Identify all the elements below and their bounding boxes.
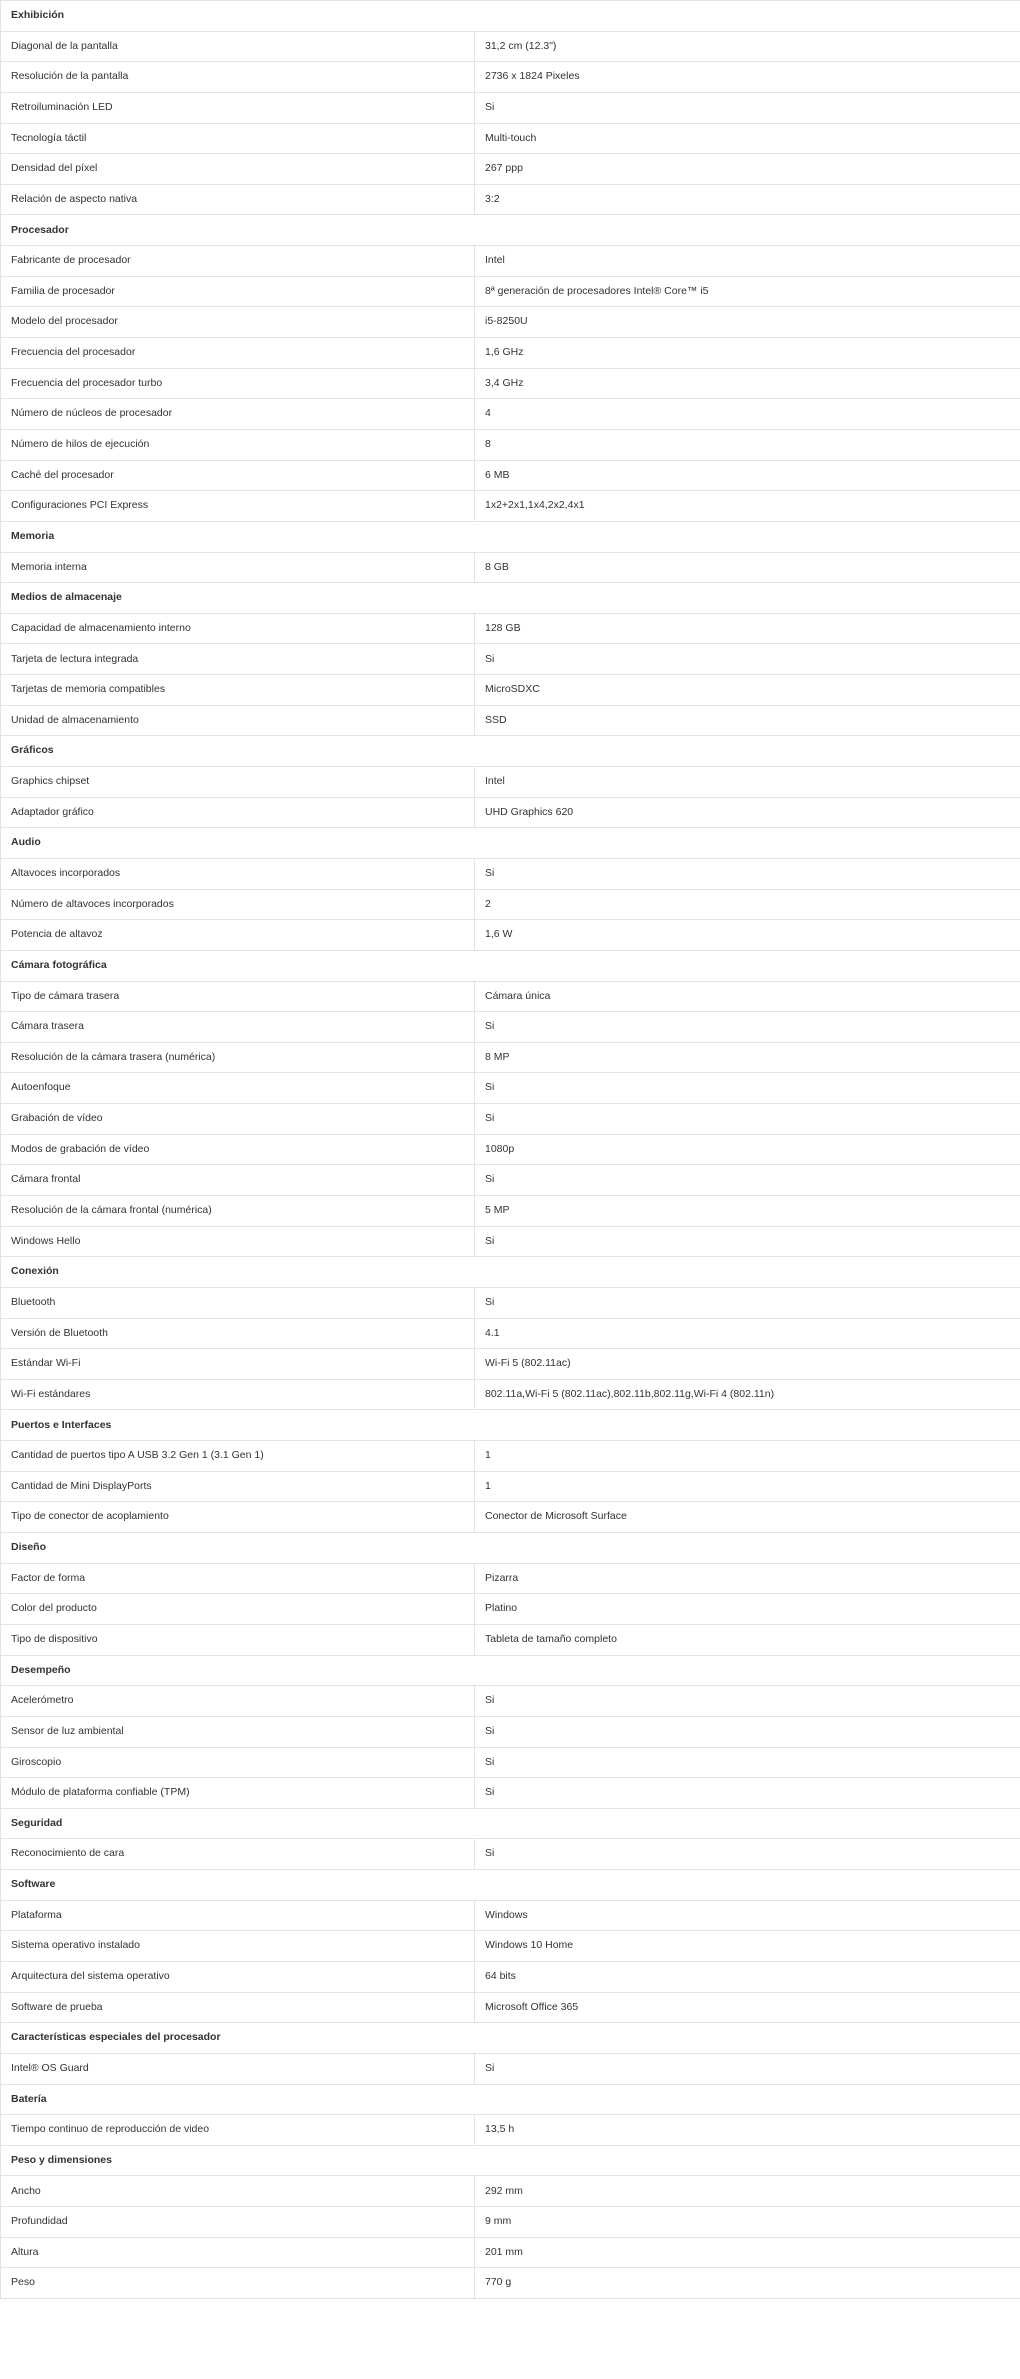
spec-row bbox=[1, 981, 1020, 1012]
spec-value: 267 ppp bbox=[475, 154, 1020, 185]
spec-label: Profundidad bbox=[1, 2207, 475, 2238]
spec-label: Software de prueba bbox=[1, 1992, 475, 2023]
spec-row bbox=[1, 1042, 1020, 1073]
spec-value: Intel bbox=[475, 246, 1020, 277]
spec-value: MicroSDXC bbox=[475, 675, 1020, 706]
spec-value: 4.1 bbox=[475, 1318, 1020, 1349]
spec-value: 4 bbox=[475, 399, 1020, 430]
spec-value: 8 GB bbox=[475, 552, 1020, 583]
spec-row bbox=[1, 1073, 1020, 1104]
spec-value: Multi-touch bbox=[475, 123, 1020, 154]
spec-row bbox=[1, 613, 1020, 644]
spec-value: 1 bbox=[475, 1471, 1020, 1502]
spec-label: Adaptador gráfico bbox=[1, 797, 475, 828]
spec-value: Si bbox=[475, 1287, 1020, 1318]
spec-label: Frecuencia del procesador bbox=[1, 338, 475, 369]
spec-row bbox=[1, 429, 1020, 460]
spec-label: Potencia de altavoz bbox=[1, 920, 475, 951]
section-header bbox=[1, 1655, 1020, 1686]
spec-row bbox=[1, 1318, 1020, 1349]
section-header bbox=[1, 2023, 1020, 2054]
spec-row bbox=[1, 889, 1020, 920]
section-title: Medios de almacenaje bbox=[1, 583, 1020, 614]
spec-label: Wi-Fi estándares bbox=[1, 1379, 475, 1410]
spec-value: 292 mm bbox=[475, 2176, 1020, 2207]
spec-row bbox=[1, 460, 1020, 491]
spec-row bbox=[1, 1379, 1020, 1410]
section-header bbox=[1, 1533, 1020, 1564]
spec-label: Relación de aspecto nativa bbox=[1, 184, 475, 215]
spec-row bbox=[1, 92, 1020, 123]
spec-label: Fabricante de procesador bbox=[1, 246, 475, 277]
spec-value: Si bbox=[475, 1104, 1020, 1135]
section-header bbox=[1, 1870, 1020, 1901]
spec-value: Tableta de tamaño completo bbox=[475, 1624, 1020, 1655]
section-header bbox=[1, 828, 1020, 859]
spec-row bbox=[1, 1349, 1020, 1380]
spec-value: Pizarra bbox=[475, 1563, 1020, 1594]
spec-value: Si bbox=[475, 1686, 1020, 1717]
spec-row bbox=[1, 1012, 1020, 1043]
spec-value: Windows 10 Home bbox=[475, 1931, 1020, 1962]
spec-label: Densidad del píxel bbox=[1, 154, 475, 185]
section-title: Peso y dimensiones bbox=[1, 2145, 1020, 2176]
spec-row bbox=[1, 705, 1020, 736]
spec-label: Altavoces incorporados bbox=[1, 858, 475, 889]
spec-value: Si bbox=[475, 2053, 1020, 2084]
spec-row bbox=[1, 1195, 1020, 1226]
spec-label: Configuraciones PCI Express bbox=[1, 491, 475, 522]
spec-value: Si bbox=[475, 1226, 1020, 1257]
spec-row bbox=[1, 123, 1020, 154]
spec-row bbox=[1, 1502, 1020, 1533]
spec-value: SSD bbox=[475, 705, 1020, 736]
spec-value: Si bbox=[475, 1716, 1020, 1747]
spec-value: Si bbox=[475, 1073, 1020, 1104]
spec-label: Número de hilos de ejecución bbox=[1, 429, 475, 460]
spec-value: 1,6 W bbox=[475, 920, 1020, 951]
spec-label: Unidad de almacenamiento bbox=[1, 705, 475, 736]
spec-row bbox=[1, 1226, 1020, 1257]
section-header bbox=[1, 736, 1020, 767]
spec-row bbox=[1, 307, 1020, 338]
spec-label: Número de altavoces incorporados bbox=[1, 889, 475, 920]
spec-label: Versión de Bluetooth bbox=[1, 1318, 475, 1349]
spec-label: Giroscopio bbox=[1, 1747, 475, 1778]
spec-label: Ancho bbox=[1, 2176, 475, 2207]
spec-row bbox=[1, 1563, 1020, 1594]
spec-label: Módulo de plataforma confiable (TPM) bbox=[1, 1778, 475, 1809]
spec-row bbox=[1, 491, 1020, 522]
spec-label: Tarjeta de lectura integrada bbox=[1, 644, 475, 675]
section-header bbox=[1, 1257, 1020, 1288]
spec-label: Plataforma bbox=[1, 1900, 475, 1931]
spec-value: 8 bbox=[475, 429, 1020, 460]
spec-value: Si bbox=[475, 1778, 1020, 1809]
spec-label: Resolución de la pantalla bbox=[1, 62, 475, 93]
spec-row bbox=[1, 1104, 1020, 1135]
spec-label: Memoria interna bbox=[1, 552, 475, 583]
spec-value: Microsoft Office 365 bbox=[475, 1992, 1020, 2023]
spec-label: Número de núcleos de procesador bbox=[1, 399, 475, 430]
spec-label: Modos de grabación de vídeo bbox=[1, 1134, 475, 1165]
spec-value: 802.11a,Wi-Fi 5 (802.11ac),802.11b,802.11g,Wi-Fi 4 (802.11n) bbox=[475, 1379, 1020, 1410]
section-header bbox=[1, 1, 1020, 32]
spec-row bbox=[1, 1594, 1020, 1625]
spec-label: Sistema operativo instalado bbox=[1, 1931, 475, 1962]
spec-row bbox=[1, 920, 1020, 951]
spec-value: 1,6 GHz bbox=[475, 338, 1020, 369]
spec-value: Si bbox=[475, 1747, 1020, 1778]
section-title: Puertos e Interfaces bbox=[1, 1410, 1020, 1441]
spec-value: Si bbox=[475, 1012, 1020, 1043]
spec-row bbox=[1, 1992, 1020, 2023]
spec-row bbox=[1, 858, 1020, 889]
spec-label: Estándar Wi-Fi bbox=[1, 1349, 475, 1380]
spec-label: Cámara frontal bbox=[1, 1165, 475, 1196]
section-title: Conexión bbox=[1, 1257, 1020, 1288]
spec-label: Reconocimiento de cara bbox=[1, 1839, 475, 1870]
spec-row bbox=[1, 1716, 1020, 1747]
spec-label: Peso bbox=[1, 2268, 475, 2299]
spec-row bbox=[1, 1931, 1020, 1962]
spec-value: Intel bbox=[475, 767, 1020, 798]
spec-label: Tiempo continuo de reproducción de video bbox=[1, 2115, 475, 2146]
spec-label: Cantidad de Mini DisplayPorts bbox=[1, 1471, 475, 1502]
spec-row bbox=[1, 767, 1020, 798]
spec-row bbox=[1, 184, 1020, 215]
spec-row bbox=[1, 1287, 1020, 1318]
spec-row bbox=[1, 1778, 1020, 1809]
spec-row bbox=[1, 2237, 1020, 2268]
spec-label: Familia de procesador bbox=[1, 276, 475, 307]
spec-row bbox=[1, 1686, 1020, 1717]
spec-value: 8 MP bbox=[475, 1042, 1020, 1073]
spec-value: 1080p bbox=[475, 1134, 1020, 1165]
spec-label: Intel® OS Guard bbox=[1, 2053, 475, 2084]
spec-label: Caché del procesador bbox=[1, 460, 475, 491]
spec-row bbox=[1, 276, 1020, 307]
section-title: Desempeño bbox=[1, 1655, 1020, 1686]
spec-label: Cámara trasera bbox=[1, 1012, 475, 1043]
spec-value: Si bbox=[475, 1839, 1020, 1870]
spec-row bbox=[1, 1624, 1020, 1655]
spec-value: 9 mm bbox=[475, 2207, 1020, 2238]
spec-value: 8ª generación de procesadores Intel® Core™ i5 bbox=[475, 276, 1020, 307]
section-header bbox=[1, 2145, 1020, 2176]
spec-value: 13,5 h bbox=[475, 2115, 1020, 2146]
spec-label: Tipo de cámara trasera bbox=[1, 981, 475, 1012]
spec-label: Color del producto bbox=[1, 1594, 475, 1625]
section-title: Diseño bbox=[1, 1533, 1020, 1564]
section-header bbox=[1, 521, 1020, 552]
spec-value: Windows bbox=[475, 1900, 1020, 1931]
spec-value: 128 GB bbox=[475, 613, 1020, 644]
spec-label: Tipo de conector de acoplamiento bbox=[1, 1502, 475, 1533]
spec-label: Tecnología táctil bbox=[1, 123, 475, 154]
spec-value: Si bbox=[475, 92, 1020, 123]
spec-row bbox=[1, 1441, 1020, 1472]
spec-value: 64 bits bbox=[475, 1962, 1020, 1993]
spec-value: Si bbox=[475, 858, 1020, 889]
spec-label: Tipo de dispositivo bbox=[1, 1624, 475, 1655]
spec-value: 1x2+2x1,1x4,2x2,4x1 bbox=[475, 491, 1020, 522]
spec-value: Wi-Fi 5 (802.11ac) bbox=[475, 1349, 1020, 1380]
spec-row bbox=[1, 2176, 1020, 2207]
spec-value: 770 g bbox=[475, 2268, 1020, 2299]
spec-label: Diagonal de la pantalla bbox=[1, 31, 475, 62]
section-title: Características especiales del procesador bbox=[1, 2023, 1020, 2054]
section-title: Cámara fotográfica bbox=[1, 950, 1020, 981]
spec-label: Arquitectura del sistema operativo bbox=[1, 1962, 475, 1993]
spec-label: Sensor de luz ambiental bbox=[1, 1716, 475, 1747]
section-title: Software bbox=[1, 1870, 1020, 1901]
spec-row bbox=[1, 2115, 1020, 2146]
spec-value: Conector de Microsoft Surface bbox=[475, 1502, 1020, 1533]
spec-label: Altura bbox=[1, 2237, 475, 2268]
spec-value: Platino bbox=[475, 1594, 1020, 1625]
spec-row bbox=[1, 1747, 1020, 1778]
section-header bbox=[1, 215, 1020, 246]
section-header bbox=[1, 1808, 1020, 1839]
spec-label: Grabación de vídeo bbox=[1, 1104, 475, 1135]
section-title: Exhibición bbox=[1, 1, 1020, 32]
spec-row bbox=[1, 675, 1020, 706]
spec-row bbox=[1, 62, 1020, 93]
spec-row bbox=[1, 1839, 1020, 1870]
spec-row bbox=[1, 368, 1020, 399]
spec-row bbox=[1, 797, 1020, 828]
spec-value: 2736 x 1824 Pixeles bbox=[475, 62, 1020, 93]
spec-label: Capacidad de almacenamiento interno bbox=[1, 613, 475, 644]
spec-value: 6 MB bbox=[475, 460, 1020, 491]
spec-value: 1 bbox=[475, 1441, 1020, 1472]
spec-row bbox=[1, 31, 1020, 62]
spec-row bbox=[1, 1134, 1020, 1165]
section-title: Gráficos bbox=[1, 736, 1020, 767]
spec-label: Cantidad de puertos tipo A USB 3.2 Gen 1 (3.1 Gen 1) bbox=[1, 1441, 475, 1472]
spec-label: Retroiluminación LED bbox=[1, 92, 475, 123]
spec-value: 201 mm bbox=[475, 2237, 1020, 2268]
section-title: Memoria bbox=[1, 521, 1020, 552]
spec-value: 3,4 GHz bbox=[475, 368, 1020, 399]
spec-label: Graphics chipset bbox=[1, 767, 475, 798]
spec-row bbox=[1, 2207, 1020, 2238]
spec-label: Tarjetas de memoria compatibles bbox=[1, 675, 475, 706]
section-title: Audio bbox=[1, 828, 1020, 859]
spec-label: Bluetooth bbox=[1, 1287, 475, 1318]
spec-value: 31,2 cm (12.3") bbox=[475, 31, 1020, 62]
spec-row bbox=[1, 154, 1020, 185]
spec-label: Autoenfoque bbox=[1, 1073, 475, 1104]
section-header bbox=[1, 583, 1020, 614]
spec-row bbox=[1, 1900, 1020, 1931]
spec-row bbox=[1, 1962, 1020, 1993]
spec-value: 3:2 bbox=[475, 184, 1020, 215]
spec-value: UHD Graphics 620 bbox=[475, 797, 1020, 828]
spec-row bbox=[1, 246, 1020, 277]
spec-value: 5 MP bbox=[475, 1195, 1020, 1226]
spec-row bbox=[1, 2053, 1020, 2084]
spec-label: Resolución de la cámara frontal (numérica) bbox=[1, 1195, 475, 1226]
spec-value: Cámara única bbox=[475, 981, 1020, 1012]
specifications-body bbox=[1, 1, 1020, 2299]
spec-value: 2 bbox=[475, 889, 1020, 920]
spec-label: Frecuencia del procesador turbo bbox=[1, 368, 475, 399]
spec-row bbox=[1, 1165, 1020, 1196]
spec-label: Factor de forma bbox=[1, 1563, 475, 1594]
spec-label: Acelerómetro bbox=[1, 1686, 475, 1717]
section-header bbox=[1, 2084, 1020, 2115]
spec-label: Resolución de la cámara trasera (numérica) bbox=[1, 1042, 475, 1073]
spec-value: Si bbox=[475, 644, 1020, 675]
spec-value: i5-8250U bbox=[475, 307, 1020, 338]
spec-value: Si bbox=[475, 1165, 1020, 1196]
spec-row bbox=[1, 399, 1020, 430]
section-header bbox=[1, 950, 1020, 981]
spec-row bbox=[1, 552, 1020, 583]
spec-label: Windows Hello bbox=[1, 1226, 475, 1257]
section-title: Seguridad bbox=[1, 1808, 1020, 1839]
spec-row bbox=[1, 338, 1020, 369]
section-title: Procesador bbox=[1, 215, 1020, 246]
section-title: Batería bbox=[1, 2084, 1020, 2115]
section-header bbox=[1, 1410, 1020, 1441]
spec-row bbox=[1, 1471, 1020, 1502]
spec-row bbox=[1, 644, 1020, 675]
spec-label: Modelo del procesador bbox=[1, 307, 475, 338]
spec-row bbox=[1, 2268, 1020, 2299]
